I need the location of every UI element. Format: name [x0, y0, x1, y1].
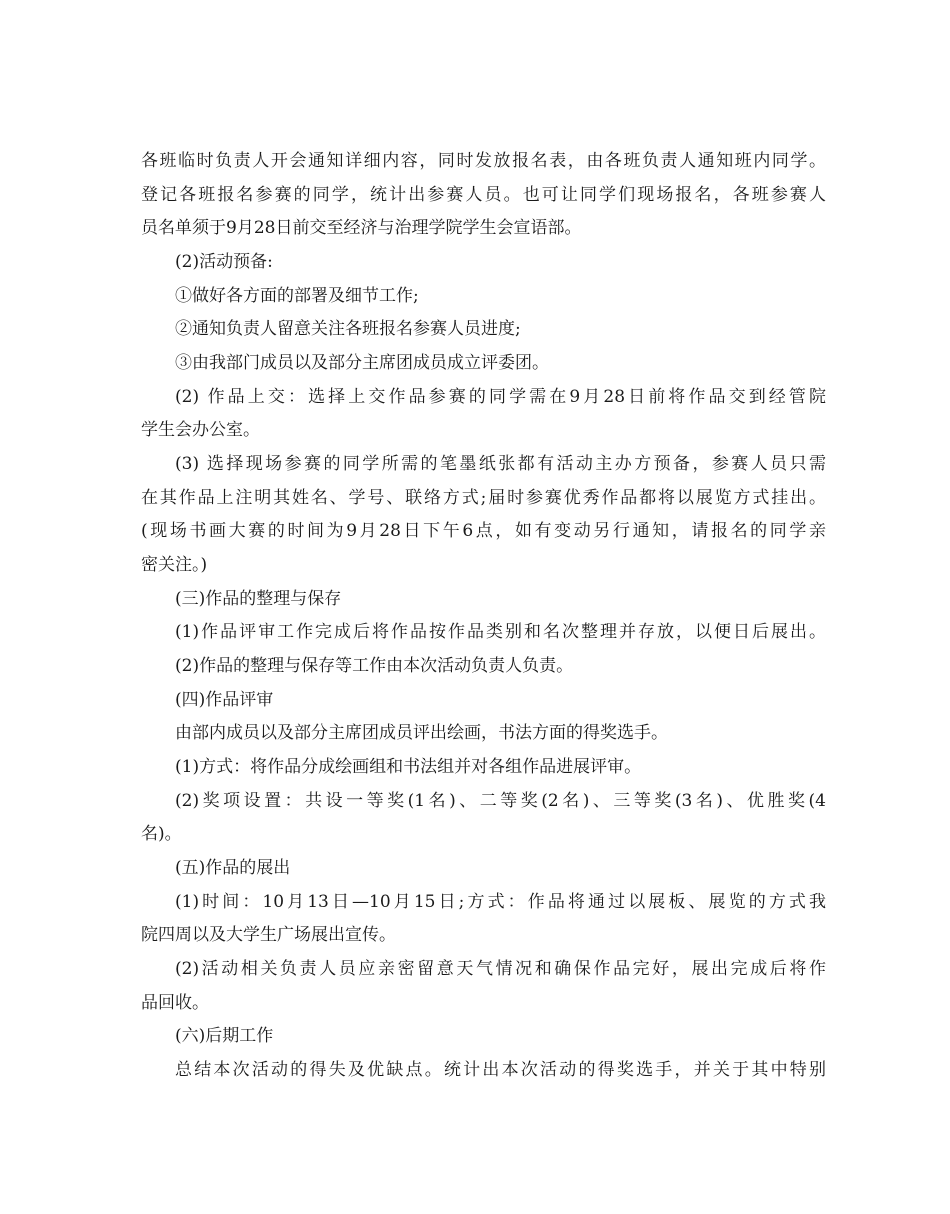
paragraph-line: 学生会办公室。: [141, 420, 260, 440]
paragraph-line: 名)。: [141, 824, 182, 844]
paragraph-line: 总结本次活动的得失及优缺点。统计出本次活动的得奖选手，并关于其中特别: [175, 1060, 826, 1080]
paragraph-line: (3) 选择现场参赛的同学所需的笔墨纸张都有活动主办方预备，参赛人员只需: [175, 454, 826, 474]
list-item: ①做好各方面的部署及细节工作;: [175, 286, 419, 306]
paragraph-line: 员名单须于9月28日前交至经济与治理学院学生会宣语部。: [141, 218, 582, 238]
section-heading: (2)活动预备:: [175, 252, 273, 272]
paragraph-line: 密关注。): [141, 555, 208, 575]
section-heading: (四)作品评审: [175, 690, 274, 710]
paragraph-line: (1)方式：将作品分成绘画组和书法组并对各组作品进展评审。: [175, 757, 642, 777]
paragraph-line: (2)活动相关负责人员应亲密留意天气情况和确保作品完好，展出完成后将作: [175, 959, 826, 979]
paragraph-line: 登记各班报名参赛的同学，统计出参赛人员。也可让同学们现场报名，各班参赛人: [141, 185, 826, 205]
paragraph-line: 品回收。: [141, 993, 209, 1013]
paragraph-line: (2) 作品上交：选择上交作品参赛的同学需在9月28日前将作品交到经管院: [175, 387, 826, 407]
paragraph-line: 在其作品上注明其姓名、学号、联络方式;届时参赛优秀作品都将以展览方式挂出。: [141, 488, 826, 508]
list-item: ②通知负责人留意关注各班报名参赛人员进度;: [175, 319, 521, 339]
paragraph-line: (1)作品评审工作完成后将作品按作品类别和名次整理并存放，以便日后展出。: [175, 622, 826, 642]
list-item: ③由我部门成员以及部分主席团成员成立评委团。: [175, 353, 549, 373]
paragraph-line: (2)奖项设置：共设一等奖(1名)、二等奖(2名)、三等奖(3名)、优胜奖(4: [175, 791, 826, 811]
section-heading: (五)作品的展出: [175, 858, 291, 878]
paragraph-line: 院四周以及大学生广场展出宣传。: [141, 925, 396, 945]
section-heading: (六)后期工作: [175, 1026, 274, 1046]
paragraph-line: (现场书画大赛的时间为9月28日下午6点，如有变动另行通知，请报名的同学亲: [141, 521, 826, 541]
paragraph-line: 由部内成员以及部分主席团成员评出绘画，书法方面的得奖选手。: [175, 723, 668, 743]
paragraph-line: (1)时间：10月13日—10月15日;方式：作品将通过以展板、展览的方式我: [175, 892, 826, 912]
paragraph-line: 各班临时负责人开会通知详细内容，同时发放报名表，由各班负责人通知班内同学。: [141, 151, 826, 171]
section-heading: (三)作品的整理与保存: [175, 589, 342, 609]
paragraph-line: (2)作品的整理与保存等工作由本次活动负责人负责。: [175, 656, 574, 676]
